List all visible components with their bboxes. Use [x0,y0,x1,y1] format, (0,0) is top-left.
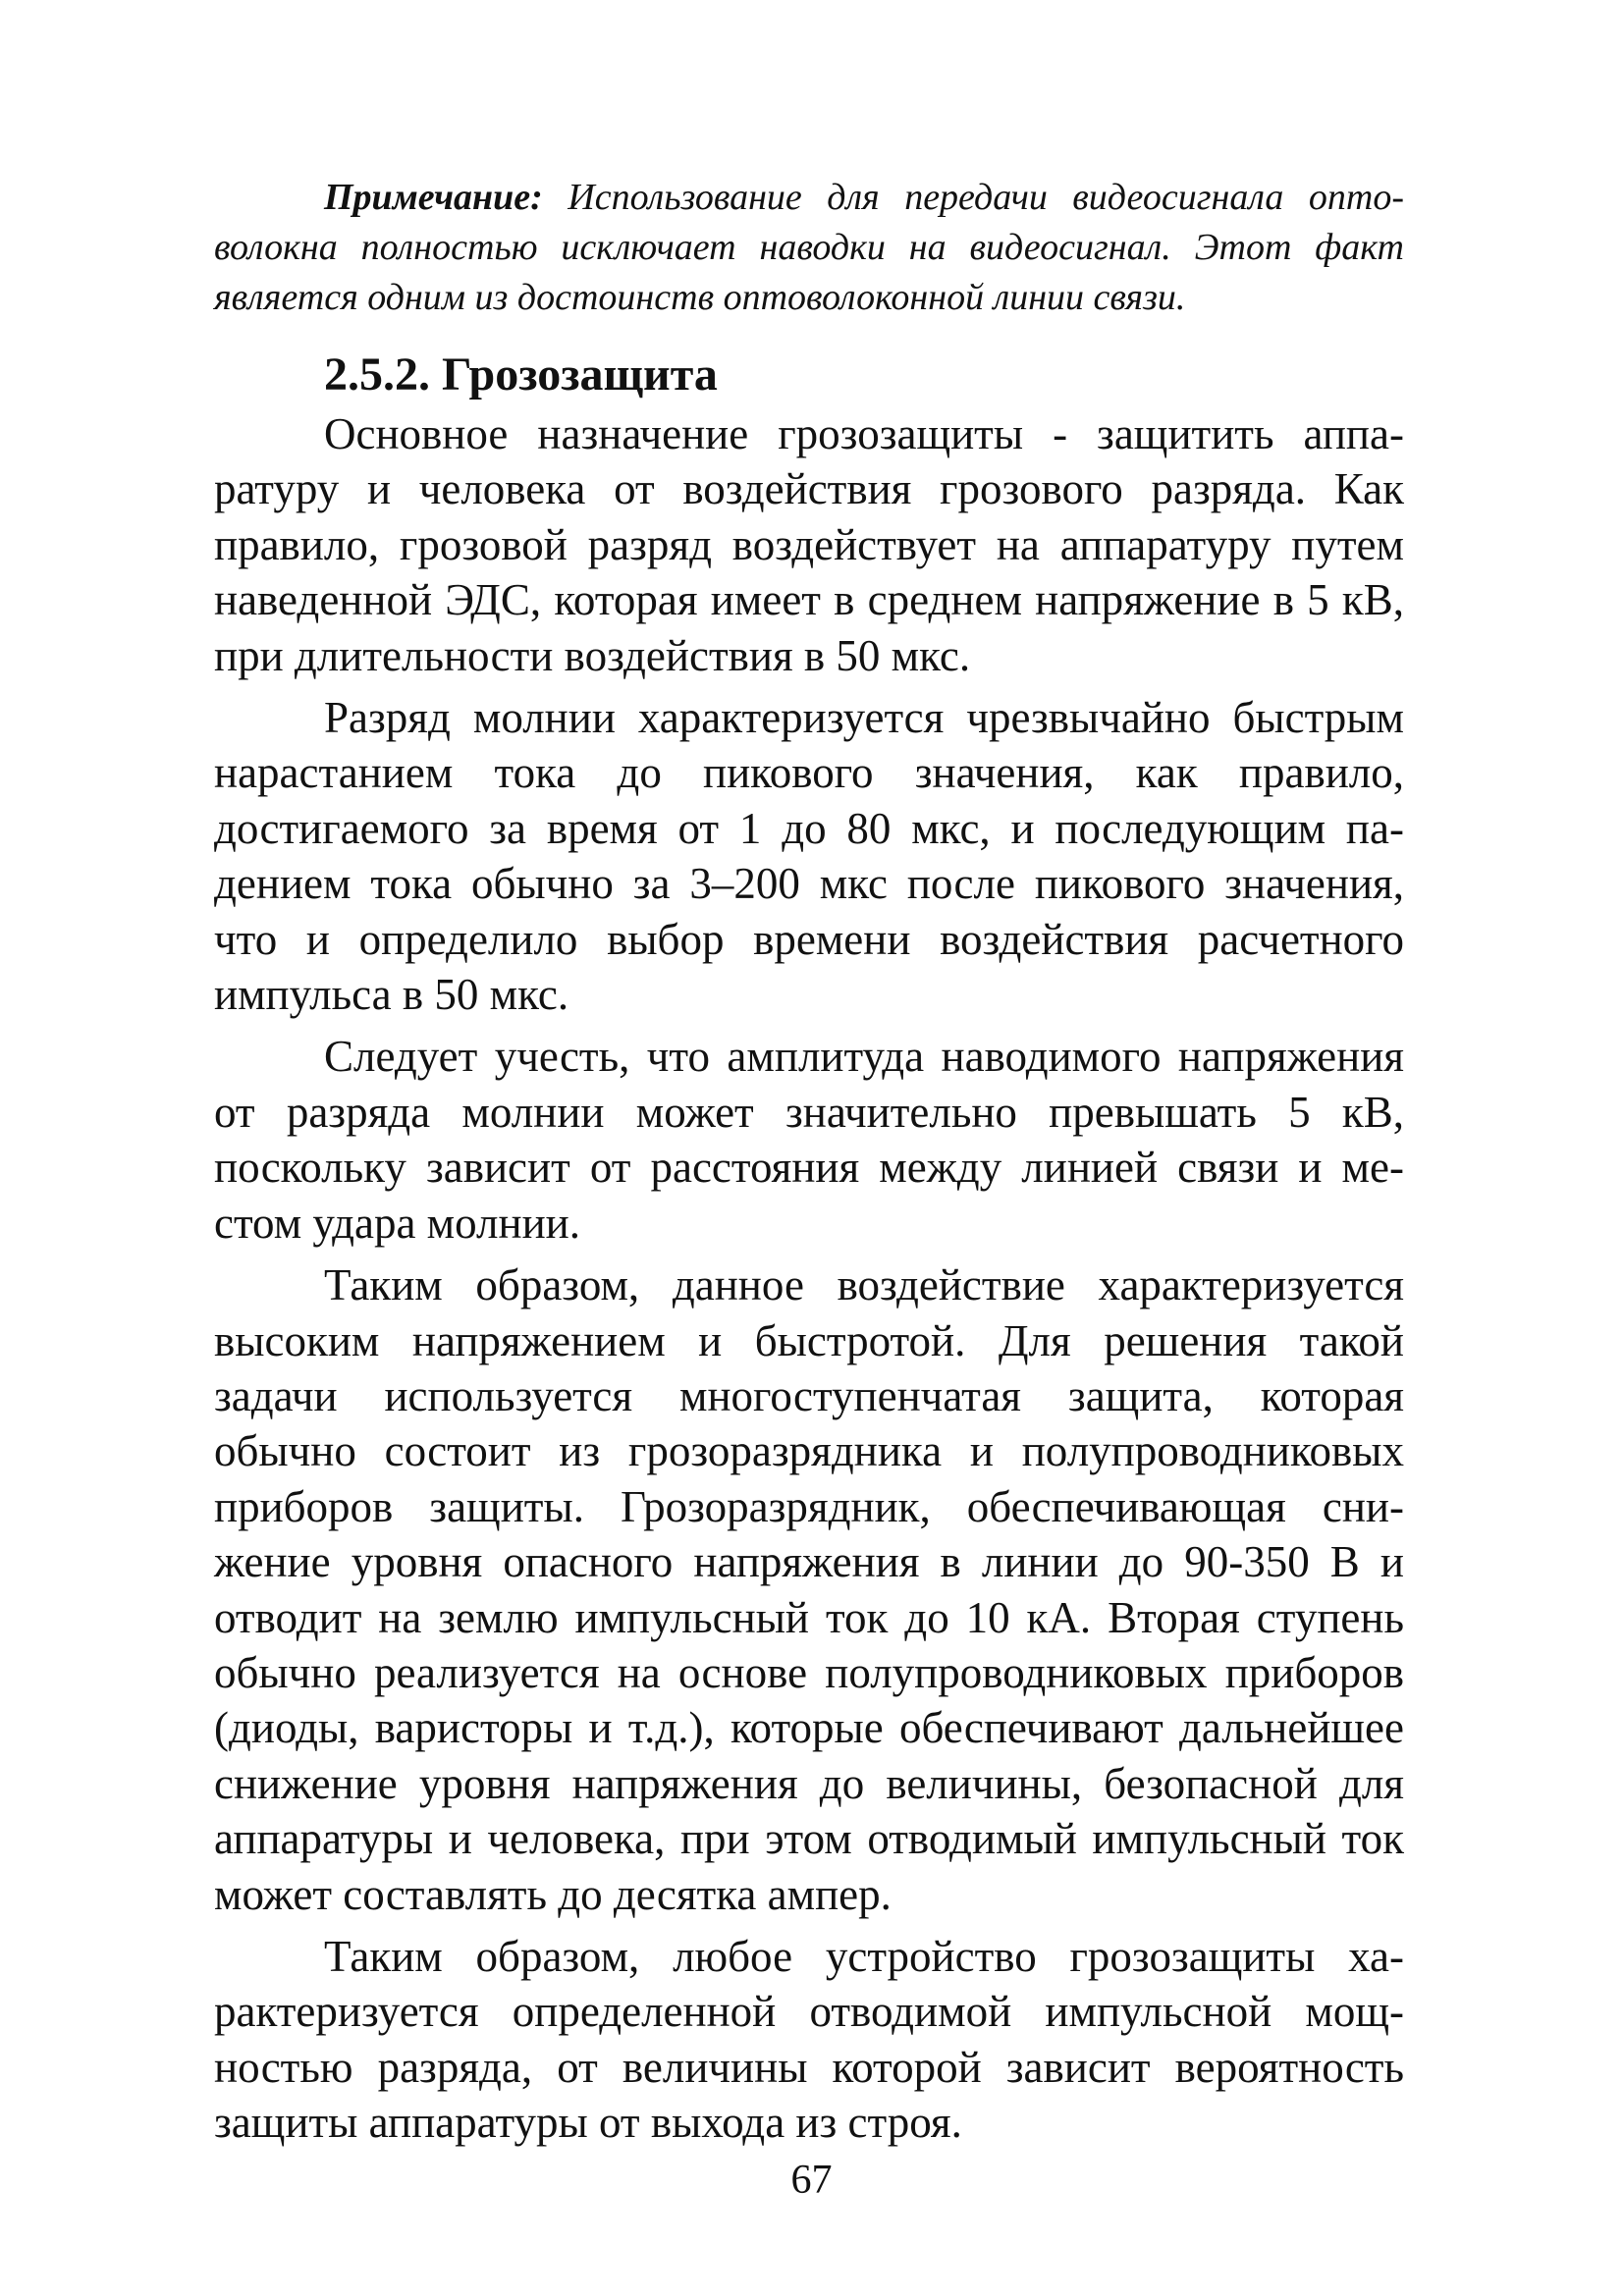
note-paragraph [214,173,1404,323]
paragraph-lightning-discharge: Разряд молнии характеризуется чрезвычайно быстрым нарастанием тока до пикового значения, как правило, достигаемого за время от 1 до 80 мкс, и последующим падением тока обычно за 3–200 мкс после пикового значения, что и определило выбор времени воздействия расчетного импульса в 50 мкс. [214,693,1404,1020]
paragraph-amplitude: Следует учесть, что амплитуда наводимого напряжения от разряда молнии может значительно превышать 5 кВ, поскольку зависит от расстояния между линией связи и местом удара молнии. [214,1032,1404,1248]
paragraph-multistage-protection: Таким образом, данное воздействие характеризуется высоким напряжением и быстротой. Для решения такой задачи используется многоступенчатая защита, которая обычно состоит из грозоразрядника и полупроводниковых приборов защиты. Грозоразрядник, обеспечивающая снижение уровня опасного напряжения в линии до 90-350 В и отводит на землю импульсный ток до 10 кА. Вторая ступень обычно реализуется на основе полупроводниковых приборов (диоды, варисторы и т.д.), которые обеспечивают дальнейшее снижение уровня напряжения до величины, безопасной для аппаратуры и человека, при этом отводимый импульсный ток может составлять до десятка ампер. [214,1260,1404,1919]
section-title: 2.5.2. Грозозащита [324,348,718,400]
paragraph-purpose: Основное назначение грозозащиты - защитить аппаратуру и человека от воздействия грозового разряда. Как правило, грозовой разряд воздействует на аппаратуру путем наведенной ЭДС, которая имеет в среднем напряжение в 5 кВ, при длительности воздействия в 50 мкс. [214,409,1404,680]
note-label: Примечание: [324,177,543,218]
paragraph-conclusion: Таким образом, любое устройство грозозащиты характеризуется определенной отводимой импульсной мощностью разряда, от величины которой зависит вероятность защиты аппаратуры от выхода из строя. [214,1931,1404,2148]
page-number: 67 [790,2158,833,2203]
note-text: Использование для передачи видеосигнала оптоволокна полностью исключает наводки на видеосигнал. Этот факт является одним из достоинств оптоволоконной линии связи. [214,177,1404,318]
body-text [214,406,1404,2158]
